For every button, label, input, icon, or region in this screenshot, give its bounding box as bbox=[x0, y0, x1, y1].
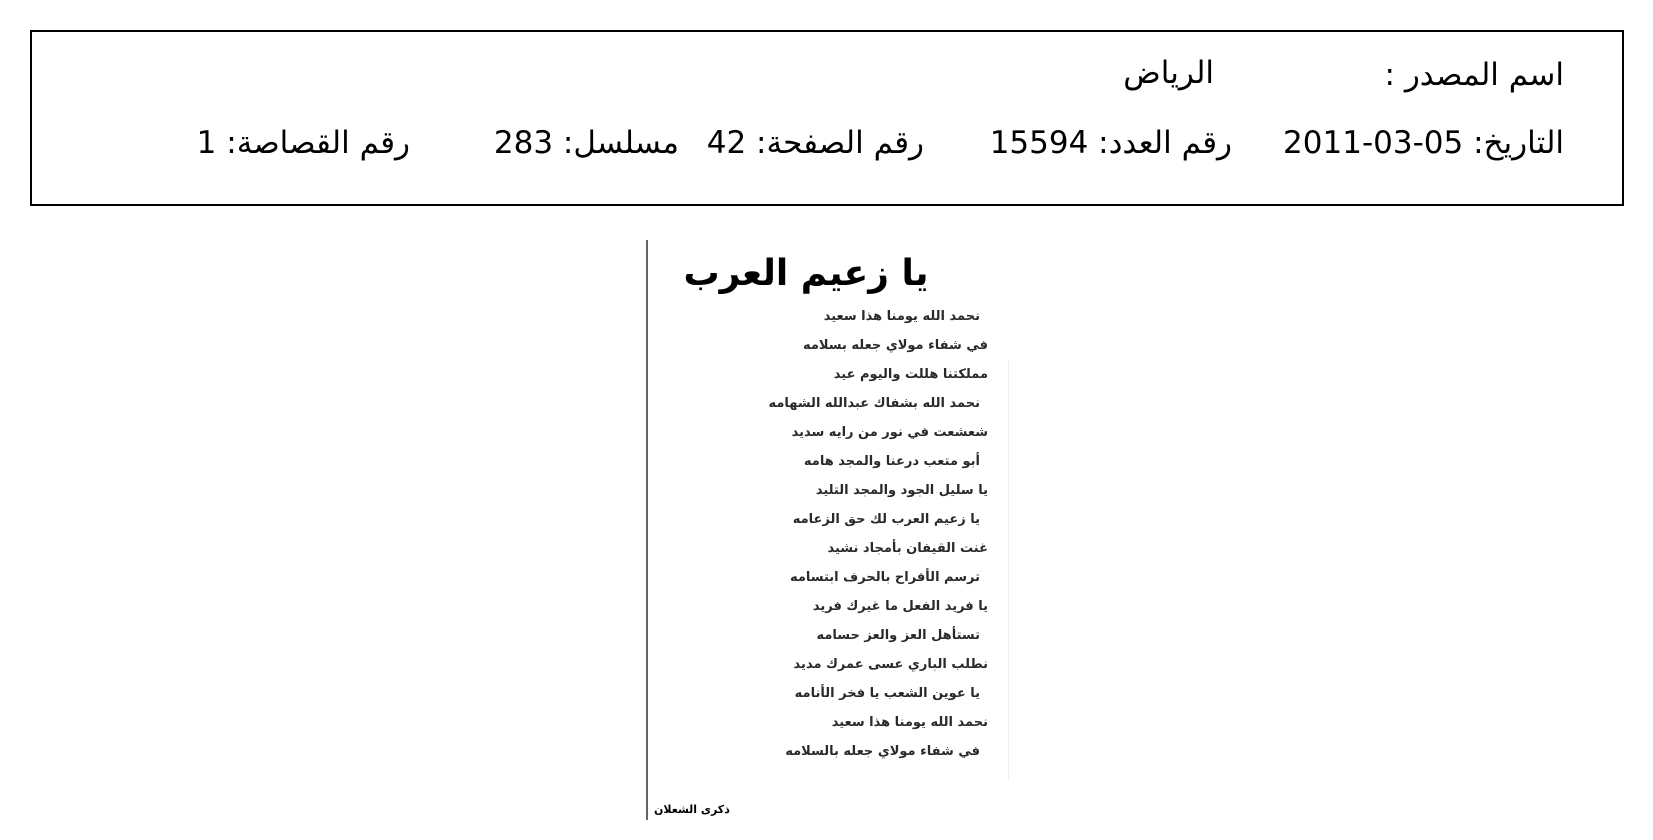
verse-line: في شفاء مولاي جعله بسلامه bbox=[802, 338, 988, 353]
column-rule bbox=[646, 240, 648, 820]
verse-line: نطلب الباري عسى عمرك مديد bbox=[793, 657, 988, 672]
verse-line: يا فريد الفعل ما غيرك فريد bbox=[812, 599, 988, 614]
verse-line: أبو متعب درعنا والمجد هامه bbox=[803, 454, 980, 469]
verse-line: في شفاء مولاي جعله بالسلامه bbox=[785, 744, 980, 759]
issue-number-field: رقم العدد: 15594 bbox=[989, 125, 1232, 161]
verse-line: نحمد الله يومنا هذا سعيد bbox=[831, 715, 988, 730]
poem-author: ذكرى الشعلان bbox=[654, 803, 730, 816]
verse-line: مملكتنا هللت واليوم عيد bbox=[833, 367, 988, 382]
verse-line: غنت القيفان بأمجاد نشيد bbox=[827, 541, 988, 556]
verse-line: ترسم الأفراح بالحرف ابتسامه bbox=[789, 570, 980, 585]
source-value: الرياض bbox=[1123, 55, 1214, 91]
verse-line: نحمد الله بشفاك عبدالله الشهامه bbox=[768, 396, 980, 411]
serial-field: مسلسل: 283 bbox=[493, 125, 679, 161]
clipping-metadata-box bbox=[30, 30, 1624, 206]
source-label: اسم المصدر : bbox=[1384, 57, 1564, 93]
verse-line: يا زعيم العرب لك حق الزعامه bbox=[792, 512, 980, 527]
poem-title: يا زعيم العرب bbox=[683, 253, 929, 294]
clipping-number-field: رقم القصاصة: 1 bbox=[196, 125, 410, 161]
column-rule-faint bbox=[1008, 360, 1009, 780]
date-field: التاريخ: 05-03-2011 bbox=[1283, 125, 1564, 161]
verse-line: يا سليل الجود والمجد التليد bbox=[815, 483, 988, 498]
page-number-field: رقم الصفحة: 42 bbox=[706, 125, 924, 161]
verse-line: تستأهل العز والعز حسامه bbox=[816, 628, 980, 643]
verse-line: نحمد الله يومنا هذا سعيد bbox=[823, 309, 980, 324]
verse-line: شعشعت في نور من رايه سديد bbox=[791, 425, 988, 440]
newspaper-clipping bbox=[646, 240, 1010, 824]
verse-line: يا عوين الشعب يا فخر الأنامه bbox=[794, 686, 980, 701]
